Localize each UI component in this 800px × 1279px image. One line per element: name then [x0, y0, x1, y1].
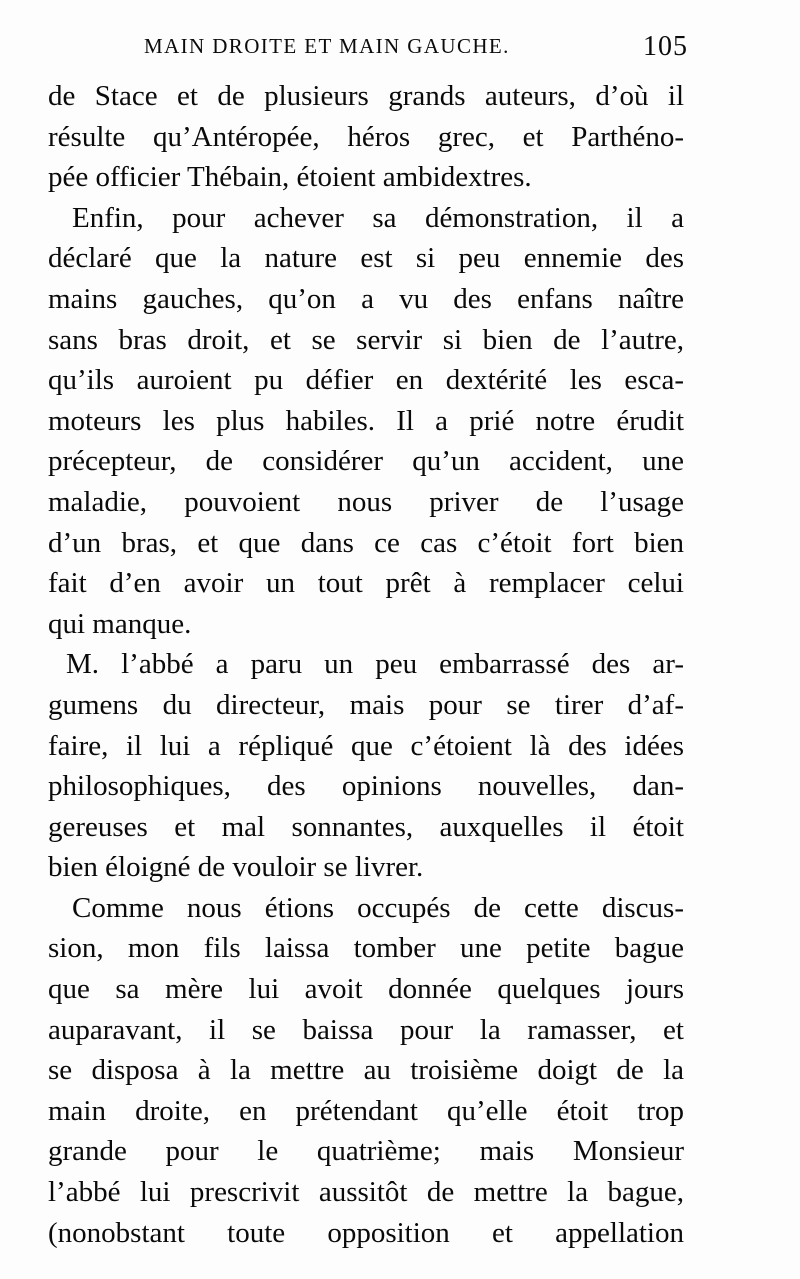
text-line: sans bras droit, et se servir si bien de l’autre, [48, 323, 684, 356]
text-line: bien éloigné de vouloir se livrer. [48, 851, 424, 884]
text-line: gereuses et mal sonnantes, auxquelles il étoit [48, 810, 684, 843]
text-line: faire, il lui a répliqué que c’étoient là des idées [48, 729, 684, 762]
text-line: déclaré que la nature est si peu ennemie des [48, 242, 684, 275]
text-line: de Stace et de plusieurs grands auteurs, d’où il [48, 80, 684, 112]
text-line: pée officier Thébain, étoient ambidextres. [48, 161, 532, 194]
text-line: main droite, en prétendant qu’elle étoit trop [48, 1094, 684, 1127]
text-line: gumens du directeur, mais pour se tirer d’af- [48, 688, 684, 721]
text-line: moteurs les plus habiles. Il a prié notre érudit [48, 404, 684, 437]
body-text [48, 76, 684, 1253]
text-line: se disposa à la mettre au troisième doigt de la [48, 1054, 684, 1087]
text-line: d’un bras, et que dans ce cas c’étoit fort bien [48, 526, 684, 559]
text-line: M. l’abbé a paru un peu embarrassé des ar- [66, 648, 684, 681]
text-line: Enfin, pour achever sa démonstration, il a [72, 201, 684, 234]
text-line: qu’ils auroient pu défier en dextérité les esca- [48, 364, 684, 397]
text-line: grande pour le quatrième; mais Monsieur [48, 1135, 684, 1168]
text-line: résulte qu’Antéropée, héros grec, et Parthéno- [48, 120, 684, 153]
text-line: mains gauches, qu’on a vu des enfans naître [48, 282, 684, 315]
text-line: (nonobstant toute opposition et appellation [48, 1216, 684, 1249]
text-line: sion, mon fils laissa tomber une petite bague [48, 932, 684, 965]
text-line: précepteur, de considérer qu’un accident, une [48, 445, 684, 478]
text-line: maladie, pouvoient nous priver de l’usage [48, 485, 684, 518]
text-line: l’abbé lui prescrivit aussitôt de mettre la bague, [48, 1176, 684, 1209]
page-number: 105 [643, 31, 688, 62]
running-head-title: MAIN DROITE ET MAIN GAUCHE. [144, 34, 510, 58]
text-line: philosophiques, des opinions nouvelles, dan- [48, 770, 684, 803]
text-line: que sa mère lui avoit donnée quelques jours [48, 973, 684, 1006]
text-line: Comme nous étions occupés de cette discus- [72, 891, 684, 924]
running-head [48, 32, 688, 62]
text-line: fait d’en avoir un tout prêt à remplacer celui [48, 567, 684, 600]
text-line: auparavant, il se baissa pour la ramasser, et [48, 1013, 684, 1046]
text-line: qui manque. [48, 607, 192, 640]
